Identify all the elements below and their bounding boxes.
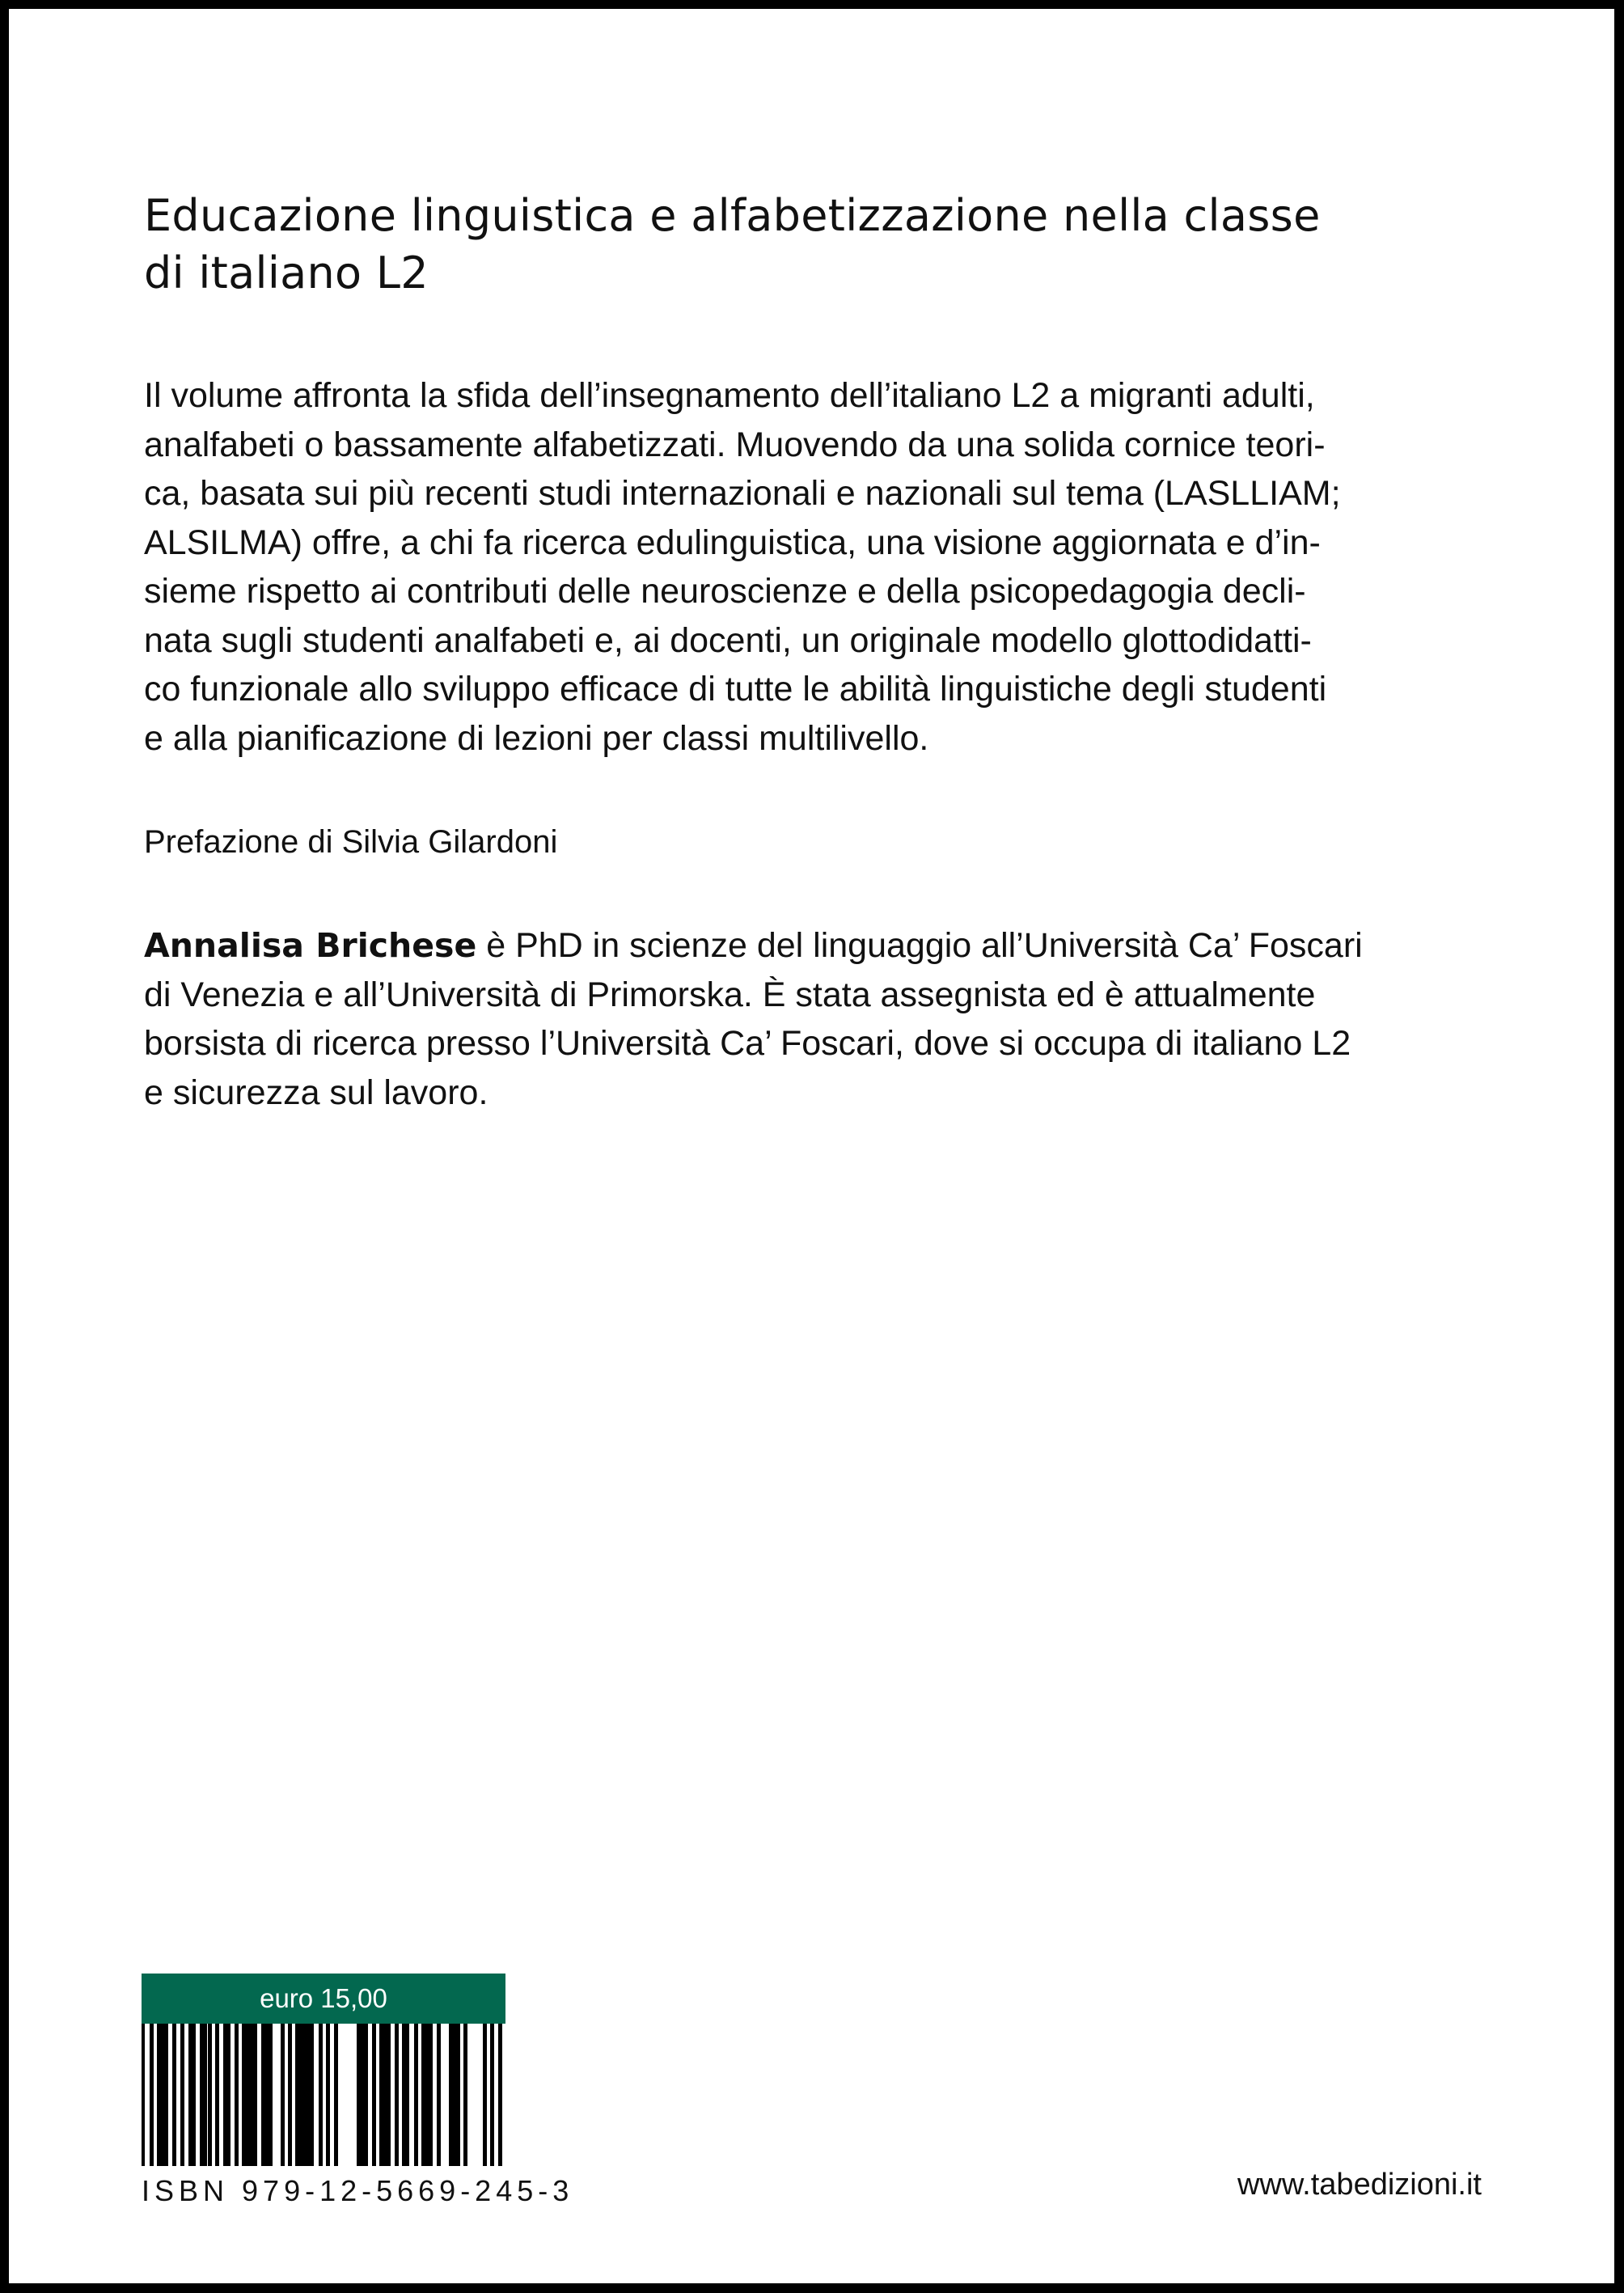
abstract-line: analfabeti o bassamente alfabetizzati. Muovendo da una solida cornice teori- — [144, 425, 1326, 464]
barcode-bar — [261, 2024, 273, 2166]
barcode-bar — [421, 2024, 433, 2166]
barcode-bar — [334, 2024, 338, 2166]
barcode-bar — [180, 2024, 184, 2166]
barcode-bar — [319, 2024, 323, 2166]
barcode-bar — [414, 2024, 418, 2166]
abstract — [144, 371, 1503, 763]
barcode-bar — [242, 2024, 257, 2166]
title-line: di italiano L2 — [144, 247, 429, 298]
barcode-bar — [200, 2024, 207, 2166]
publisher-website: www.tabedizioni.it — [1237, 2168, 1482, 2202]
preface-credit: Prefazione di Silvia Gilardoni — [144, 824, 558, 860]
abstract-line: ALSILMA) offre, a chi fa ricerca edulinguistica, una visione aggiornata e d’in- — [144, 522, 1321, 562]
barcode-bar — [281, 2024, 285, 2166]
author-bio — [144, 921, 1519, 1117]
barcode-bar — [215, 2024, 219, 2166]
abstract-line: ca, basata sui più recenti studi internazionali e nazionali sul tema (LASLLIAM; — [144, 474, 1341, 513]
barcode-bar — [288, 2024, 292, 2166]
barcode-bar — [449, 2024, 460, 2166]
abstract-line: co funzionale allo sviluppo efficace di tutte le abilità linguistiche degli studenti — [144, 670, 1327, 709]
barcode-bar — [223, 2024, 230, 2166]
barcode-icon — [142, 2024, 505, 2166]
bio-line — [144, 921, 1519, 971]
price-label: euro 15,00 — [142, 1974, 505, 2024]
bio-line: e sicurezza sul lavoro. — [144, 1072, 488, 1112]
barcode-bar — [357, 2024, 368, 2166]
bio-text: è PhD in scienze del linguaggio all’Università Ca’ Foscari — [476, 926, 1363, 965]
barcode-bar — [326, 2024, 330, 2166]
barcode-bar — [379, 2024, 391, 2166]
barcode-bar — [483, 2024, 487, 2166]
isbn-number: ISBN 979-12-5669-245-3 — [142, 2174, 574, 2207]
bio-line: borsista di ricerca presso l’Università Ca’ Foscari, dove si occupa di italiano L2 — [144, 1024, 1351, 1063]
barcode-bar — [188, 2024, 196, 2166]
abstract-line: e alla pianificazione di lezioni per classi multilivello. — [144, 718, 929, 758]
bio-line: di Venezia e all’Università di Primorska. È stata assegnista ed è attualmente — [144, 975, 1316, 1014]
barcode-bar — [157, 2024, 168, 2166]
barcode-bar — [498, 2024, 502, 2166]
title-line: Educazione linguistica e alfabetizzazione nella classe — [144, 190, 1321, 241]
barcode-bar — [142, 2024, 145, 2166]
barcode-block — [142, 1974, 574, 2208]
barcode-bar — [150, 2024, 154, 2166]
abstract-line: Il volume affronta la sfida dell’insegnamento dell’italiano L2 a migranti adulti, — [144, 376, 1315, 415]
barcode-bar — [372, 2024, 376, 2166]
author-name: Annalisa Brichese — [144, 926, 477, 965]
barcode-bar — [490, 2024, 494, 2166]
barcode-bar — [295, 2024, 314, 2166]
barcode-bar — [463, 2024, 467, 2166]
barcode-bar — [437, 2024, 441, 2166]
abstract-line: nata sugli studenti analfabeti e, ai docenti, un originale modello glottodidatti- — [144, 620, 1312, 660]
barcode-bar — [208, 2024, 212, 2166]
barcode-bar — [402, 2024, 409, 2166]
book-title — [144, 187, 1503, 302]
back-cover — [9, 9, 1614, 2283]
barcode-bar — [395, 2024, 399, 2166]
abstract-line: sieme rispetto ai contributi delle neuroscienze e della psicopedagogia decli- — [144, 572, 1306, 611]
barcode-bar — [172, 2024, 176, 2166]
barcode-bar — [235, 2024, 239, 2166]
